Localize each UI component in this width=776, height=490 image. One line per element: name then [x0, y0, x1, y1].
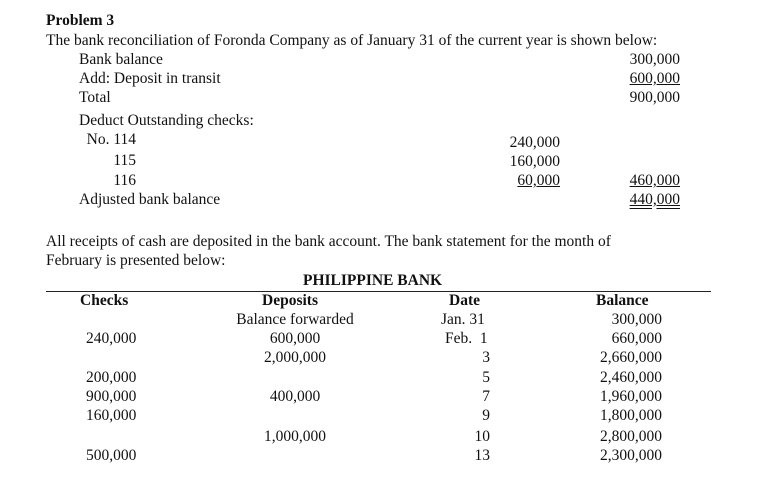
date-cell: Jan. 31: [441, 311, 485, 328]
adjusted-balance-label: Adjusted bank balance: [79, 191, 221, 208]
balance-cell: 2,800,000: [600, 428, 662, 445]
check-amount: 240,000: [509, 134, 560, 151]
deposit-in-transit-label: Add: Deposit in transit: [79, 70, 221, 87]
header-balance: Balance: [596, 292, 649, 309]
header-date: Date: [449, 292, 480, 309]
checks-total-amount: 460,000: [629, 172, 680, 189]
total-amount: 900,000: [629, 89, 680, 106]
deduct-outstanding-label: Deduct Outstanding checks:: [79, 112, 254, 129]
bank-name: PHILIPPINE BANK: [303, 272, 443, 289]
check-cell: 240,000: [86, 330, 137, 347]
date-cell: 13: [474, 447, 490, 464]
deposit-cell: 1,000,000: [264, 428, 326, 445]
balance-cell: 660,000: [611, 330, 662, 347]
date-cell: Feb. 1: [445, 330, 488, 347]
balance-cell: 1,800,000: [600, 407, 662, 424]
check-cell: 200,000: [86, 369, 137, 386]
check-number: 115: [113, 152, 136, 169]
header-deposits: Deposits: [262, 292, 318, 309]
deposit-in-transit-amount: 600,000: [629, 70, 680, 87]
check-amount: 160,000: [509, 153, 560, 170]
check-number: No. 114: [86, 131, 136, 148]
date-cell: 7: [482, 388, 490, 405]
total-label: Total: [79, 89, 111, 106]
balance-cell: 2,660,000: [600, 349, 662, 366]
balance-cell: 300,000: [611, 311, 662, 328]
header-checks: Checks: [80, 292, 129, 309]
check-amount: 60,000: [517, 172, 560, 189]
paragraph-line-1: All receipts of cash are deposited in the bank account. The bank statement for the month of: [46, 233, 611, 250]
intro-text: The bank reconciliation of Foronda Company as of January 31 of the current year is shown below:: [46, 32, 658, 49]
balance-cell: 2,300,000: [600, 447, 662, 464]
date-cell: 3: [482, 349, 490, 366]
balance-cell: 2,460,000: [600, 369, 662, 386]
problem-title: Problem 3: [46, 12, 115, 29]
date-cell: 9: [482, 407, 490, 424]
deposit-cell: 600,000: [269, 330, 321, 347]
bank-balance-label: Bank balance: [79, 51, 163, 68]
deposit-cell: 400,000: [269, 388, 321, 405]
date-cell: 10: [474, 428, 490, 445]
check-number: 116: [113, 172, 136, 189]
deposit-cell: Balance forwarded: [236, 311, 354, 328]
check-cell: 900,000: [86, 388, 137, 405]
date-cell: 5: [482, 369, 490, 386]
check-cell: 500,000: [86, 447, 137, 464]
check-cell: 160,000: [86, 407, 137, 424]
paragraph-line-2: February is presented below:: [46, 252, 226, 269]
balance-cell: 1,960,000: [600, 388, 662, 405]
bank-balance-amount: 300,000: [629, 51, 680, 68]
adjusted-balance-amount: 440,000: [629, 191, 680, 208]
deposit-cell: 2,000,000: [264, 349, 326, 366]
